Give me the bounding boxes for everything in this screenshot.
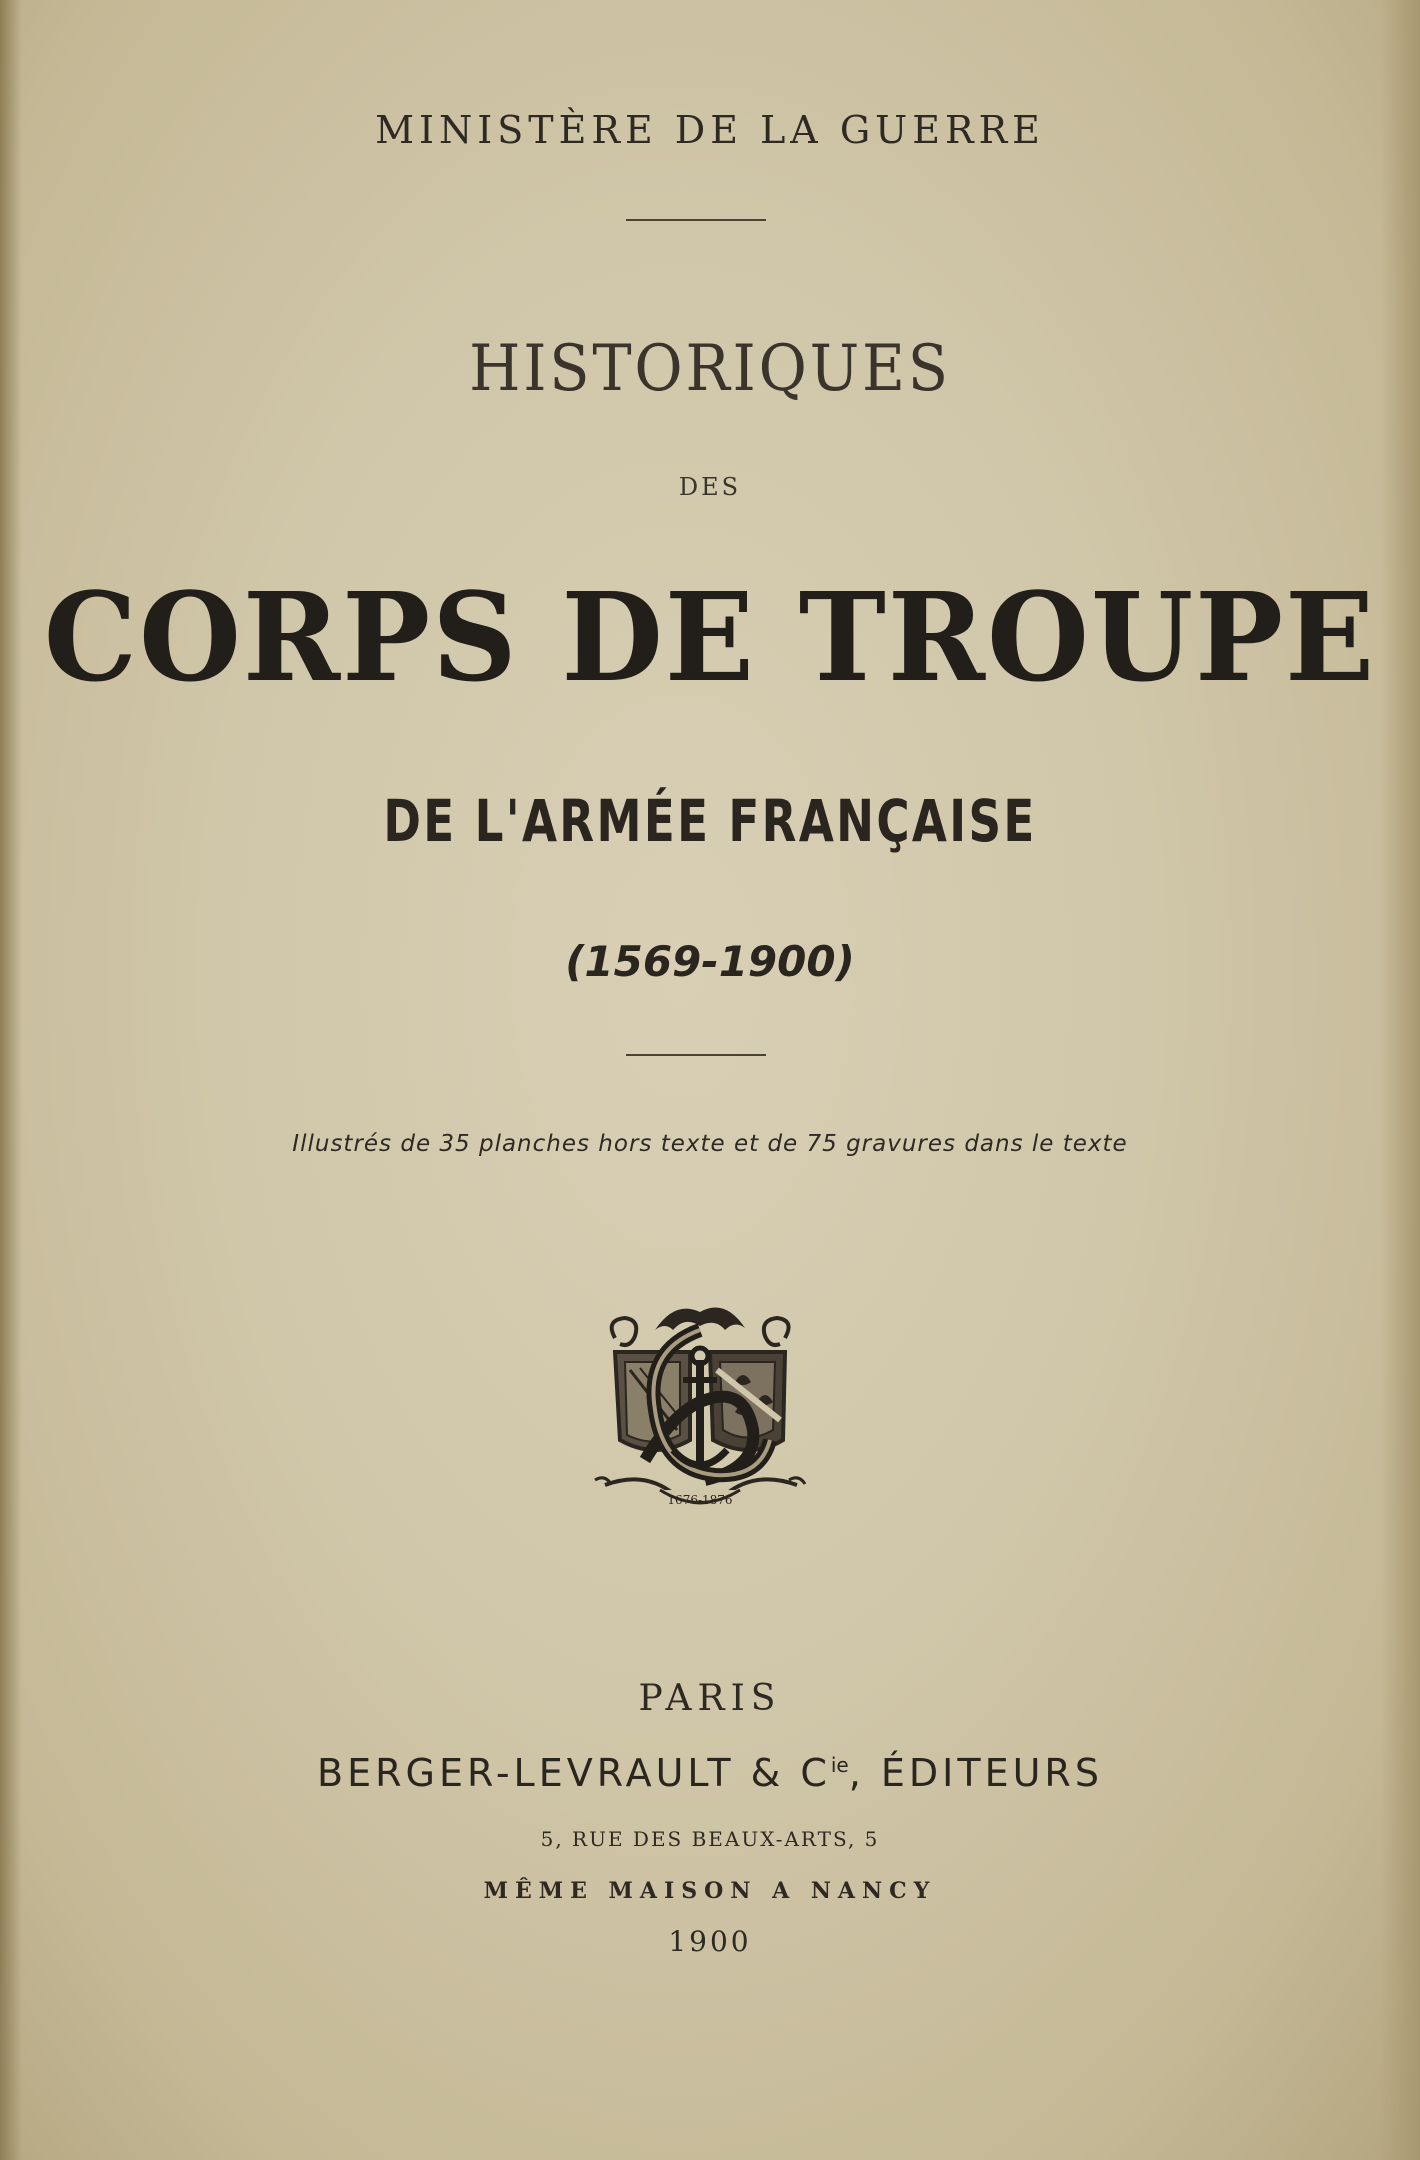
publisher-name: BERGER-LEVRAULT & C [317, 1751, 831, 1795]
title-corps-de-troupe: CORPS DE TROUPE [43, 565, 1377, 709]
title-armee-francaise: DE L'ARMÉE FRANÇAISE [383, 787, 1037, 855]
publisher-superscript: ie [830, 1753, 849, 1777]
imprint-city: PARIS [638, 1678, 782, 1719]
illustrations-note: Illustrés de 35 planches hors texte et de 75 gravures dans le texte [292, 1131, 1128, 1157]
title-historiques: HISTORIQUES [469, 332, 951, 406]
divider-rule-top [626, 219, 766, 221]
divider-rule-middle [626, 1054, 766, 1056]
publisher-monogram-emblem-icon [585, 1290, 815, 1520]
publisher-role: , ÉDITEURS [848, 1751, 1103, 1795]
imprint-branch: MÊME MAISON A NANCY [483, 1878, 937, 1904]
imprint-publisher [0, 1751, 1420, 1795]
ministry-heading: MINISTÈRE DE LA GUERRE [375, 108, 1045, 152]
emblem-ribbon-text: 1676-1876 [667, 1493, 733, 1507]
title-des: DES [678, 473, 742, 501]
title-dates: (1569-1900) [565, 937, 855, 986]
imprint-year: 1900 [668, 1925, 752, 1958]
imprint-address: 5, RUE DES BEAUX-ARTS, 5 [540, 1827, 880, 1851]
